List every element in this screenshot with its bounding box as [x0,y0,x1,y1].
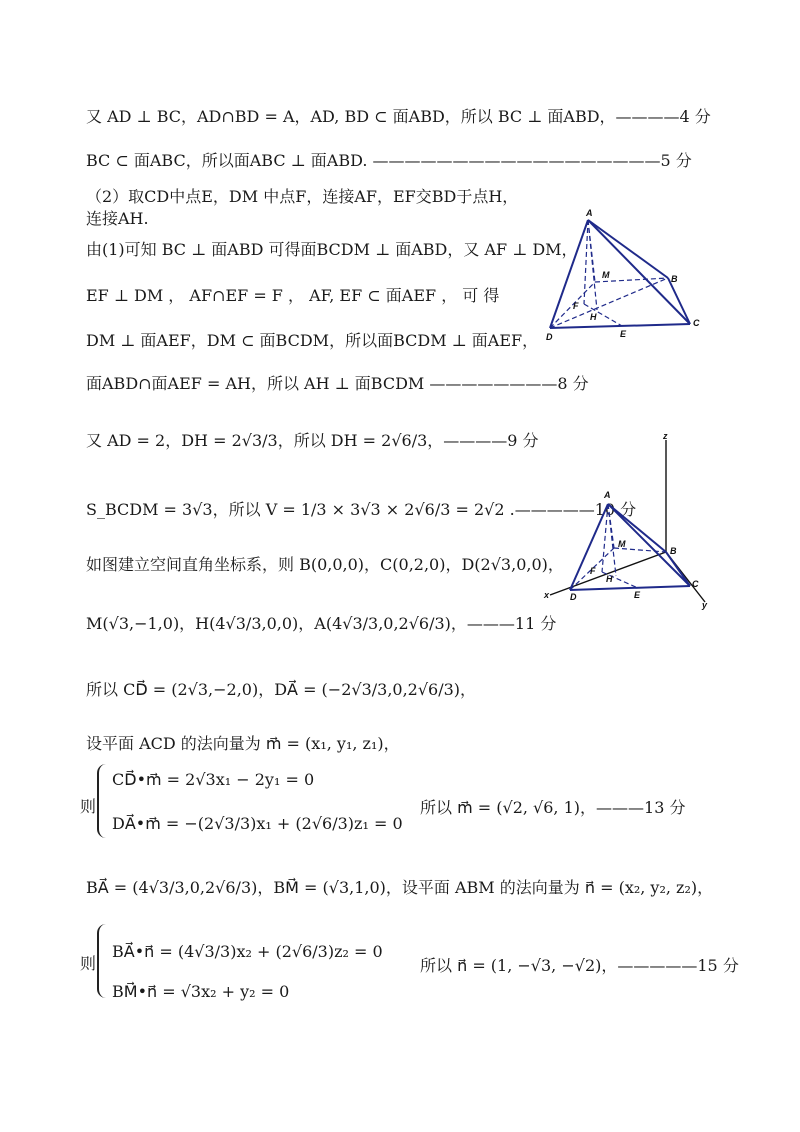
label-M: M [602,270,610,280]
label-F: F [590,566,596,576]
label-E: E [620,329,627,339]
coord-line-1: 如图建立空间直角坐标系，则 B(0,0,0)，C(0,2,0)，D(2√3,0,0)， [86,555,564,574]
system2-brace [97,924,109,998]
proof-line-6: EF ⊥ DM ， AF∩EF = F ， AF, EF ⊂ 面AEF ， 可 得 [86,286,500,305]
label-E: E [634,590,641,600]
label-y: y [702,600,708,610]
label-x: x [544,590,550,600]
system1-prefix: 则 [80,797,97,816]
proof-line-2: BC ⊂ 面ABC，所以面ABC ⊥ 面ABD. ——————————————————5 分 [86,151,692,170]
label-C: C [693,318,700,328]
volume-line: S_BCDM = 3√3，所以 V = 1/3 × 3√3 × 2√6/3 = 2√2 .—————10 分 [86,500,637,519]
proof-line-1: 又 AD ⊥ BC，AD∩BD = A，AD, BD ⊂ 面ABD，所以 BC ⊥ 面ABD，————4 分 [86,107,711,126]
proof-line-8: 面ABD∩面AEF = AH，所以 AH ⊥ 面BCDM ————————8 分 [86,374,589,393]
vector-line: 所以 CD⃗ = (2√3,−2,0)，DA⃗ = (−2√3/3,0,2√6/3)， [86,680,477,699]
label-A: A [586,208,593,218]
system1-brace [97,764,109,838]
label-H: H [606,574,613,584]
system2-prefix: 则 [80,954,97,973]
part2-line-2: 连接AH. [86,209,149,228]
system2-eq2: BM⃗•n⃗ = √3x₂ + y₂ = 0 [112,982,290,1001]
label-z: z [663,431,668,441]
pyramid-figure [540,206,720,346]
system1-eq2: DA⃗•m⃗ = −(2√3/3)x₁ + (2√6/3)z₁ = 0 [112,814,403,833]
label-M: M [618,539,626,549]
label-D: D [570,592,577,602]
proof-line-7: DM ⊥ 面AEF，DM ⊂ 面BCDM，所以面BCDM ⊥ 面AEF， [86,331,539,350]
proof-line-5: 由(1)可知 BC ⊥ 面ABD 可得面BCDM ⊥ 面ABD，又 AF ⊥ DM， [86,240,578,259]
label-C: C [692,579,699,589]
system2-result: 所以 n⃗ = (1, −√3, −√2)，—————15 分 [420,956,739,975]
label-H: H [590,312,597,322]
system1-eq1: CD⃗•m⃗ = 2√3x₁ − 2y₁ = 0 [112,770,315,789]
coordinate-figure [540,430,720,610]
proof-line-9: 又 AD = 2，DH = 2√3/3，所以 DH = 2√6/3，————9 分 [86,431,539,450]
ba-bm-line: BA⃗ = (4√3/3,0,2√6/3)，BM⃗ = (√3,1,0)，设平面 ABM 的法向量为 n⃗ = (x₂, y₂, z₂)， [86,878,714,897]
part2-line-1: （2）取CD中点E，DM 中点F，连接AF，EF交BD于点H， [86,187,519,206]
label-A: A [604,490,611,500]
label-B: B [670,546,677,556]
coord-line-2: M(√3,−1,0)，H(4√3/3,0,0)，A(4√3/3,0,2√6/3)，———11 分 [86,614,557,633]
label-D: D [546,332,553,342]
system2-eq1: BA⃗•n⃗ = (4√3/3)x₂ + (2√6/3)z₂ = 0 [112,942,383,961]
label-F: F [573,301,579,311]
normal-m-line: 设平面 ACD 的法向量为 m⃗ = (x₁, y₁, z₁)， [86,734,400,753]
label-B: B [671,274,678,284]
system1-result: 所以 m⃗ = (√2, √6, 1)，———13 分 [420,798,686,817]
